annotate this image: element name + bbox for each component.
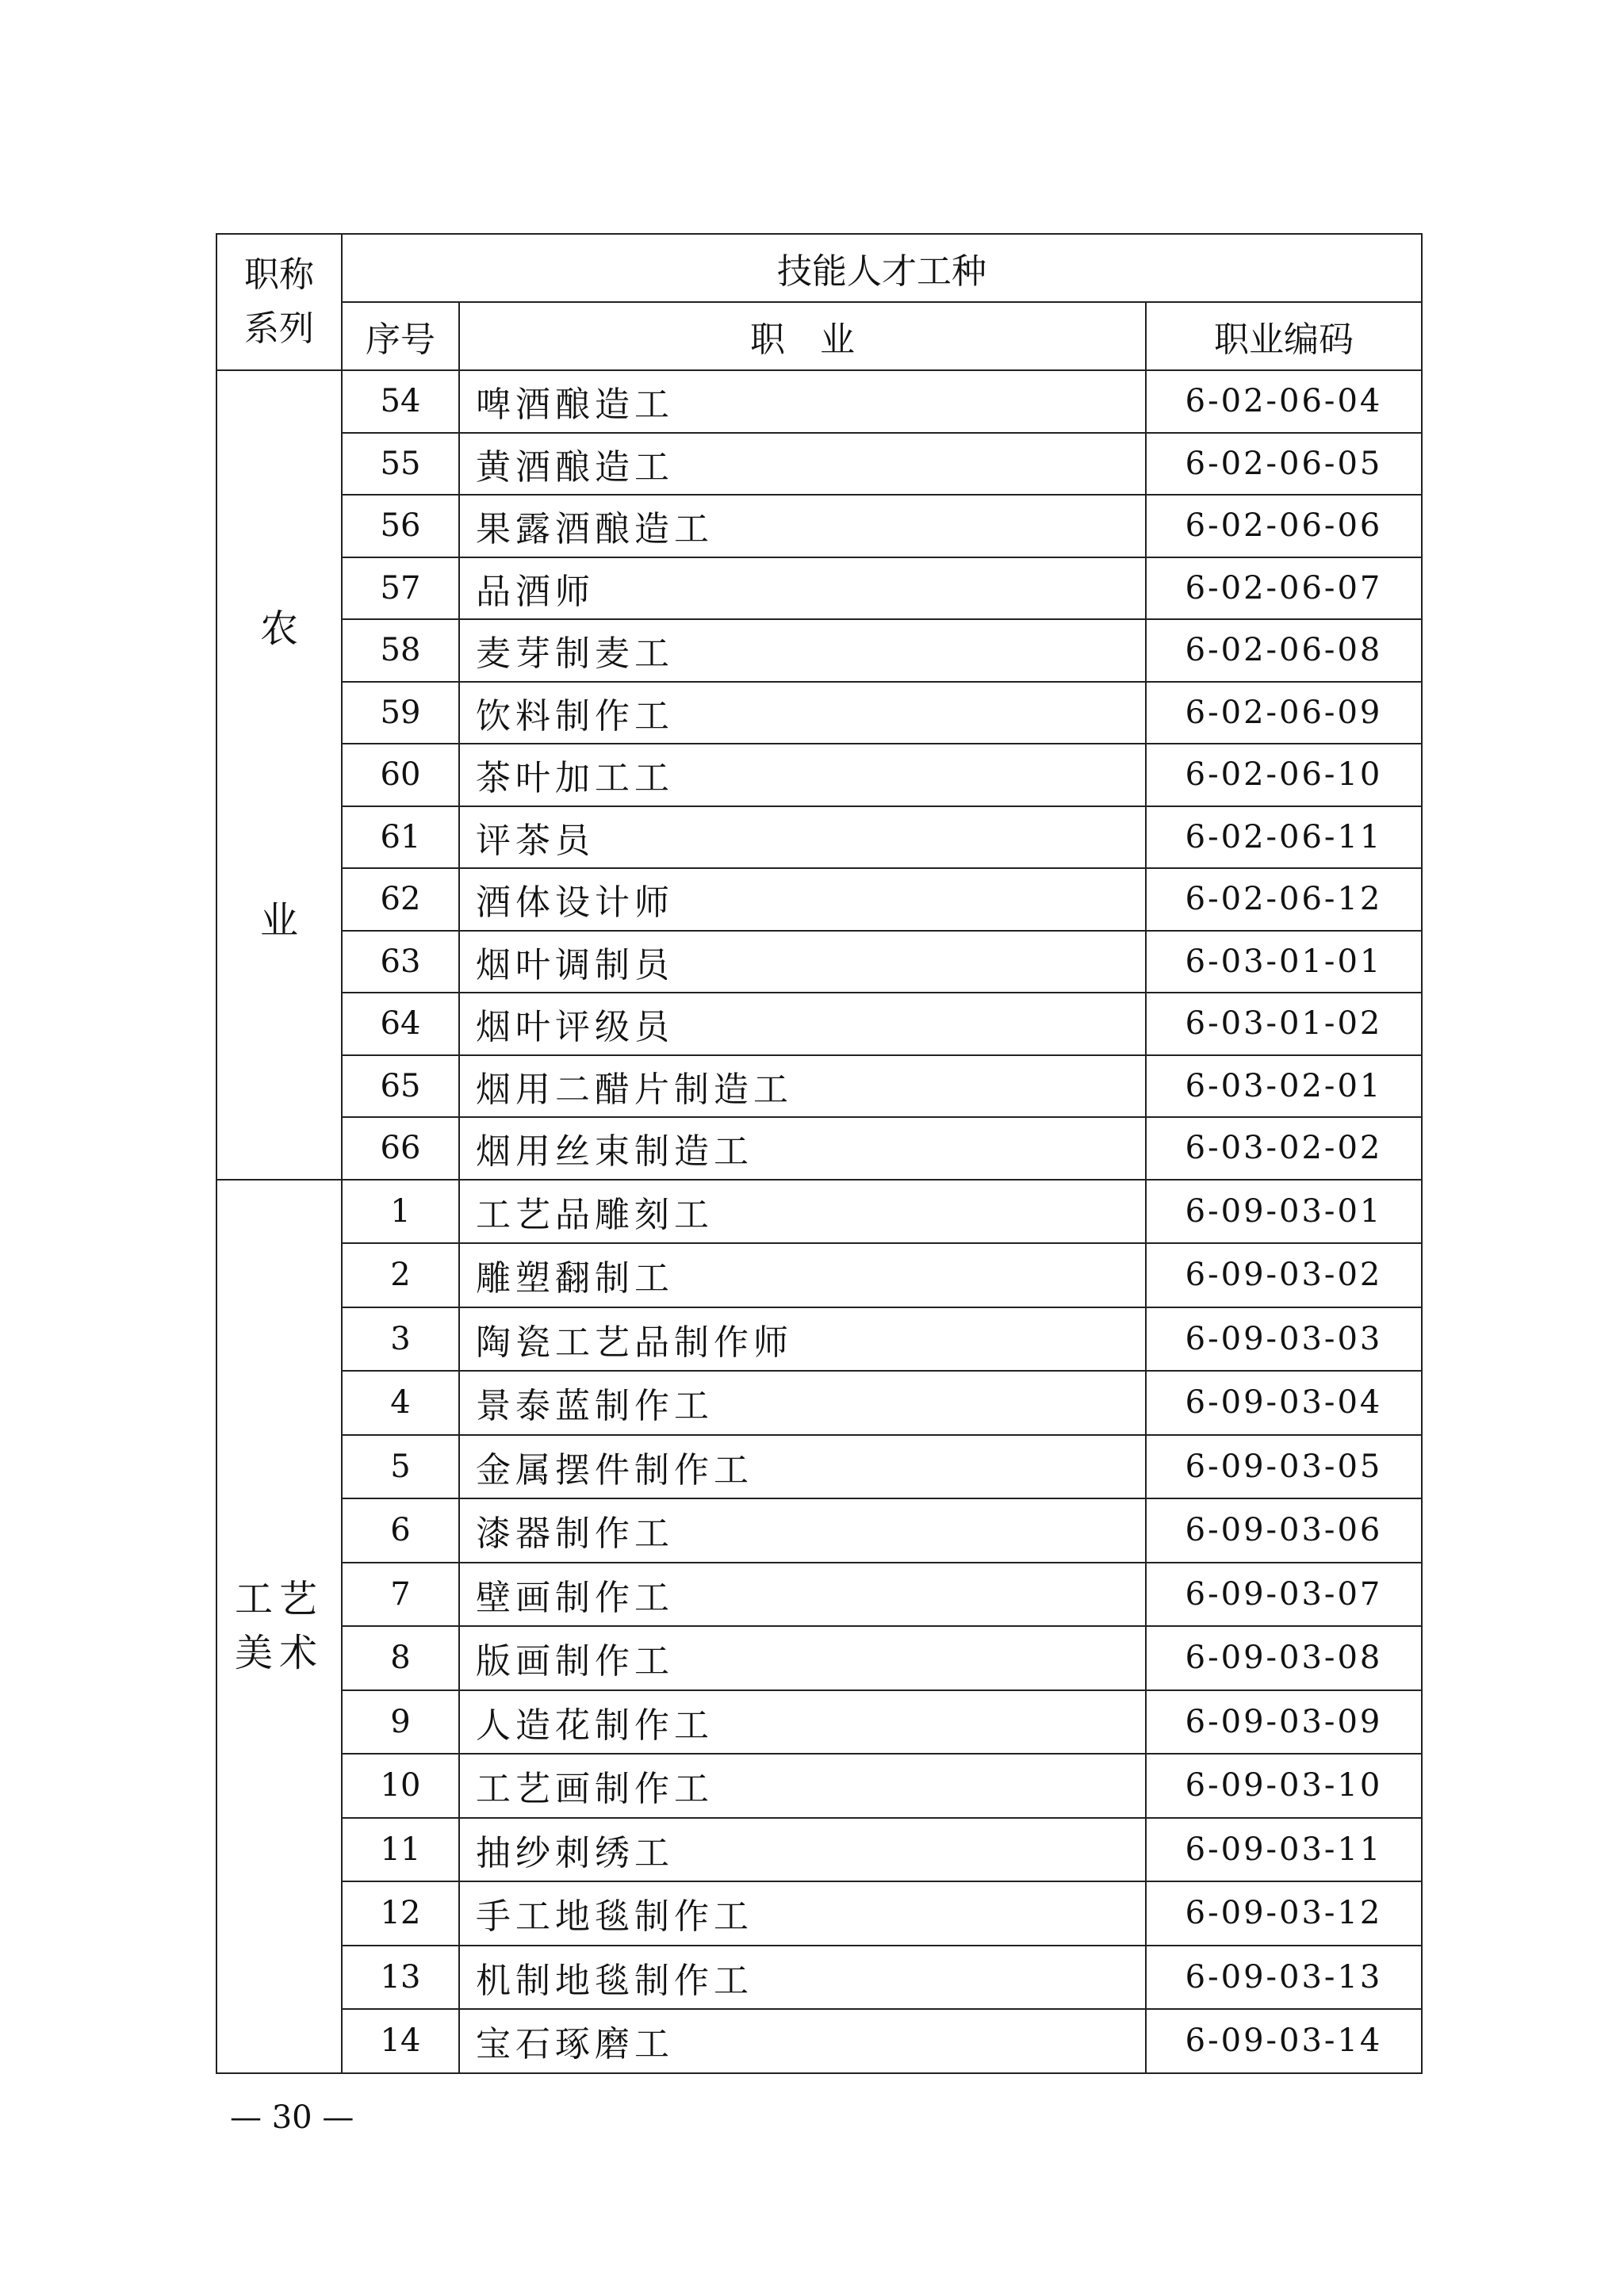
- category-char: 业: [259, 898, 298, 943]
- occupation-code-cell: 6-03-02-02: [1146, 1117, 1422, 1180]
- table-row: [216, 1626, 1422, 1690]
- table-row: [216, 931, 1422, 993]
- occupation-code-cell: 6-03-01-01: [1146, 931, 1422, 993]
- occupation-code-cell: 6-09-03-06: [1146, 1498, 1422, 1563]
- occupation-code-cell: 6-03-02-01: [1146, 1055, 1422, 1118]
- occupation-code-cell: 6-09-03-10: [1146, 1754, 1422, 1818]
- occupation-code-cell: 6-02-06-08: [1146, 619, 1422, 682]
- seq-cell: 10: [342, 1754, 459, 1818]
- seq-cell: 65: [342, 1055, 459, 1118]
- seq-cell: 13: [342, 1946, 459, 2010]
- occupation-name-cell: 宝石琢磨工: [459, 2009, 1146, 2073]
- header-row-2: [216, 302, 1422, 370]
- page-number: — 30 —: [230, 2099, 354, 2136]
- table-body: [216, 234, 1422, 2073]
- table-row: [216, 1818, 1422, 1882]
- table-row: [216, 1754, 1422, 1818]
- category-label-agriculture: [217, 602, 341, 947]
- seq-cell: 2: [342, 1243, 459, 1307]
- occupation-code-cell: 6-02-06-04: [1146, 370, 1422, 433]
- seq-cell: 64: [342, 993, 459, 1055]
- table-row: [216, 806, 1422, 869]
- table-row: [216, 1180, 1422, 1244]
- occupation-code-cell: 6-09-03-04: [1146, 1371, 1422, 1435]
- occupation-name-cell: 漆器制作工: [459, 1498, 1146, 1563]
- occupation-code-cell: 6-02-06-09: [1146, 682, 1422, 744]
- occupation-code-cell: 6-02-06-05: [1146, 433, 1422, 496]
- seq-cell: 6: [342, 1498, 459, 1563]
- seq-cell: 66: [342, 1117, 459, 1180]
- occupation-code-cell: 6-09-03-12: [1146, 1881, 1422, 1946]
- seq-cell: 55: [342, 433, 459, 496]
- occupation-name-cell: 景泰蓝制作工: [459, 1371, 1146, 1435]
- occupation-name-cell: 果露酒酿造工: [459, 495, 1146, 557]
- seq-cell: 58: [342, 619, 459, 682]
- occupation-code-cell: 6-09-03-07: [1146, 1563, 1422, 1627]
- occupation-code-cell: 6-09-03-03: [1146, 1307, 1422, 1372]
- seq-cell: 60: [342, 744, 459, 806]
- code-column-header: 职业编码: [1146, 302, 1422, 370]
- seq-cell: 9: [342, 1690, 459, 1755]
- occupation-code-cell: 6-09-03-14: [1146, 2009, 1422, 2073]
- occupation-name-cell: 版画制作工: [459, 1626, 1146, 1690]
- seq-column-header: 序号: [342, 302, 459, 370]
- occupation-code-cell: 6-09-03-02: [1146, 1243, 1422, 1307]
- skill-talent-group-header: 技能人才工种: [342, 234, 1422, 302]
- table-row: [216, 433, 1422, 496]
- seq-cell: 54: [342, 370, 459, 433]
- occupation-name-cell: 机制地毯制作工: [459, 1946, 1146, 2010]
- occupation-code-cell: 6-09-03-01: [1146, 1180, 1422, 1244]
- occupation-code-cell: 6-09-03-13: [1146, 1946, 1422, 2010]
- seq-cell: 59: [342, 682, 459, 744]
- occupation-column-header: 职 业: [459, 302, 1146, 370]
- occupation-name-cell: 饮料制作工: [459, 682, 1146, 744]
- table-row: [216, 1881, 1422, 1946]
- seq-cell: 62: [342, 868, 459, 931]
- title-series-line-1: 职称: [244, 254, 314, 295]
- occupation-code-cell: 6-09-03-11: [1146, 1818, 1422, 1882]
- occupation-name-cell: 评茶员: [459, 806, 1146, 869]
- table-row: [216, 744, 1422, 806]
- occupation-name-cell: 茶叶加工工: [459, 744, 1146, 806]
- table-row: [216, 1690, 1422, 1755]
- occupation-table: [216, 233, 1423, 2074]
- occupation-name-cell: 人造花制作工: [459, 1690, 1146, 1755]
- header-row-1: [216, 234, 1422, 302]
- occupation-code-cell: 6-02-06-06: [1146, 495, 1422, 557]
- occupation-code-cell: 6-09-03-08: [1146, 1626, 1422, 1690]
- table-row: [216, 619, 1422, 682]
- table-row: [216, 1055, 1422, 1118]
- occupation-name-cell: 陶瓷工艺品制作师: [459, 1307, 1146, 1372]
- seq-cell: 57: [342, 557, 459, 620]
- seq-cell: 1: [342, 1180, 459, 1244]
- table-row: [216, 557, 1422, 620]
- table-row: [216, 370, 1422, 433]
- seq-cell: 3: [342, 1307, 459, 1372]
- occupation-code-cell: 6-09-03-09: [1146, 1690, 1422, 1755]
- category-label-arts-crafts: [217, 1572, 341, 1680]
- seq-cell: 5: [342, 1435, 459, 1499]
- occupation-code-cell: 6-03-01-02: [1146, 993, 1422, 1055]
- occupation-code-cell: 6-02-06-12: [1146, 868, 1422, 931]
- table-row: [216, 1946, 1422, 2010]
- seq-cell: 14: [342, 2009, 459, 2073]
- table-row: [216, 682, 1422, 744]
- table-row: [216, 1307, 1422, 1372]
- occupation-code-cell: 6-02-06-07: [1146, 557, 1422, 620]
- table-row: [216, 1563, 1422, 1627]
- occupation-name-cell: 酒体设计师: [459, 868, 1146, 931]
- occupation-code-cell: 6-09-03-05: [1146, 1435, 1422, 1499]
- occupation-table-wrapper: [216, 233, 1421, 2074]
- table-row: [216, 868, 1422, 931]
- occupation-name-cell: 品酒师: [459, 557, 1146, 620]
- table-row: [216, 1435, 1422, 1499]
- occupation-name-cell: 工艺品雕刻工: [459, 1180, 1146, 1244]
- seq-cell: 63: [342, 931, 459, 993]
- occupation-name-cell: 麦芽制麦工: [459, 619, 1146, 682]
- table-row: [216, 1243, 1422, 1307]
- occupation-name-cell: 手工地毯制作工: [459, 1881, 1146, 1946]
- seq-cell: 8: [342, 1626, 459, 1690]
- table-row: [216, 1371, 1422, 1435]
- seq-cell: 12: [342, 1881, 459, 1946]
- occupation-code-cell: 6-02-06-10: [1146, 744, 1422, 806]
- category-line: 美术: [234, 1631, 324, 1675]
- table-row: [216, 1117, 1422, 1180]
- table-row: [216, 2009, 1422, 2073]
- occupation-name-cell: 烟叶评级员: [459, 993, 1146, 1055]
- occupation-name-cell: 烟用丝束制造工: [459, 1117, 1146, 1180]
- seq-cell: 61: [342, 806, 459, 869]
- occupation-name-cell: 烟叶调制员: [459, 931, 1146, 993]
- category-char: 农: [259, 607, 298, 652]
- occupation-name-cell: 黄酒酿造工: [459, 433, 1146, 496]
- category-line: 工艺: [234, 1577, 324, 1621]
- title-series-header: [216, 234, 342, 370]
- seq-cell: 11: [342, 1818, 459, 1882]
- occupation-name-cell: 抽纱刺绣工: [459, 1818, 1146, 1882]
- title-series-line-2: 系列: [244, 308, 314, 349]
- occupation-name-cell: 啤酒酿造工: [459, 370, 1146, 433]
- category-cell-agriculture: [216, 370, 342, 1180]
- table-row: [216, 993, 1422, 1055]
- occupation-code-cell: 6-02-06-11: [1146, 806, 1422, 869]
- seq-cell: 4: [342, 1371, 459, 1435]
- occupation-name-cell: 工艺画制作工: [459, 1754, 1146, 1818]
- seq-cell: 7: [342, 1563, 459, 1627]
- occupation-name-cell: 壁画制作工: [459, 1563, 1146, 1627]
- table-row: [216, 495, 1422, 557]
- table-row: [216, 1498, 1422, 1563]
- occupation-name-cell: 金属摆件制作工: [459, 1435, 1146, 1499]
- seq-cell: 56: [342, 495, 459, 557]
- occupation-name-cell: 烟用二醋片制造工: [459, 1055, 1146, 1118]
- occupation-name-cell: 雕塑翻制工: [459, 1243, 1146, 1307]
- category-cell-arts-crafts: [216, 1180, 342, 2073]
